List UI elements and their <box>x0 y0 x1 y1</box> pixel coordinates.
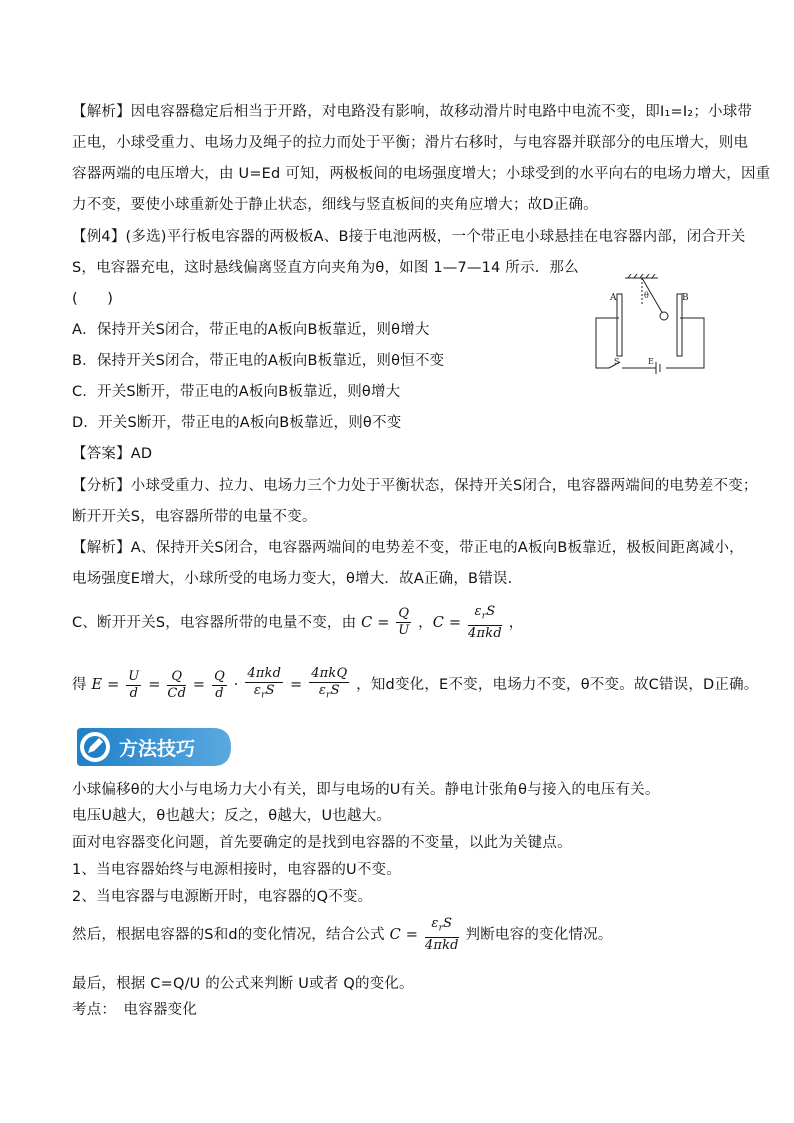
solution-line: 电场强度E增大，小球所受的电场力变大，θ增大．故A正确，B错误． <box>72 571 523 587</box>
pencil-badge-icon <box>80 732 110 762</box>
analysis-line: 【分析】小球受重力、拉力、电场力三个力处于平衡状态，保持开关S闭合，电容器两端间的电势差不变； <box>72 478 758 494</box>
question-stem: 【例4】(多选)平行板电容器的两极板A、B接于电池两极，一个带正电小球悬挂在电容器内部，闭合开关 <box>72 229 746 245</box>
topic-line: 考点： 电容器变化 <box>72 1002 198 1018</box>
method-line: 1、当电容器始终与电源相接时，电容器的U不变。 <box>72 862 401 878</box>
formula-line-e: 得 E = $\frac{U}{d}$ = $\frac{Q}{Cd}$ = $\frac{Q}{d}$ · $\frac{\text{4πkd}}{\varepsilon_rS}$ = $\frac{\text{4πkQ}}{\varepsilon_rS}$ ，知d变化，E不变，电场力不变，θ不变。故C错误，D正确。 <box>72 666 759 701</box>
method-line: 电压U越大，θ也越大；反之，θ越大，U也越大。 <box>72 808 392 824</box>
text-line: 【解析】因电容器稳定后相当于开路，对电路没有影响，故移动滑片时电路中电流不变，即I₁=I₂；小球带 <box>72 104 753 120</box>
capacitor-circuit-figure <box>592 274 710 376</box>
option-d: D．开关S断开，带正电的A板向B板靠近，则θ不变 <box>72 415 402 431</box>
plate-a-label: A <box>610 293 617 303</box>
method-tips-banner <box>73 726 231 768</box>
answer-blank: ( ) <box>72 291 114 307</box>
question-stem: S，电容器充电，这时悬线偏离竖直方向夹角为θ，如图 1—7—14 所示．那么 <box>72 260 579 276</box>
method-line: 2、当电容器与电源断开时，电容器的Q不变。 <box>72 889 373 905</box>
formula-text: ， <box>508 614 524 631</box>
option-b: B．保持开关S闭合，带正电的A板向B板靠近，则θ恒不变 <box>72 353 445 369</box>
charged-ball <box>660 312 668 320</box>
formula-text: 判断电容的变化情况。 <box>465 926 613 943</box>
plate-b-label: B <box>682 293 689 303</box>
formula-line-c: C、断开开关S，电容器所带的电量不变，由 C = $\frac{Q}{U}$ ，C = $\frac{\varepsilon_rS}{\text{4πkd}}$ ， <box>72 604 524 641</box>
banner-title: 方法技巧 <box>119 738 196 760</box>
method-line: 面对电容器变化问题，首先要确定的是找到电容器的不变量，以此为关键点。 <box>72 835 572 851</box>
method-line: 最后，根据 C=Q/U 的公式来判断 U或者 Q的变化。 <box>72 976 414 992</box>
text-line: 力不变，要使小球重新处于静止状态，细线与竖直板间的夹角应增大；故D正确。 <box>72 197 598 213</box>
switch-s-label: S <box>614 357 620 366</box>
text-line: 正电，小球受重力、电场力及绳子的拉力而处于平衡；滑片右移时，与电容器并联部分的电压增大，则电 <box>72 135 749 151</box>
battery-e-label: E <box>648 357 654 366</box>
answer-text: 【答案】AD <box>72 446 153 462</box>
formula-text: ，知d变化，E不变，电场力不变，θ不变。故C错误，D正确。 <box>356 677 759 693</box>
solution-line: 【解析】A、保持开关S闭合，电容器两端间的电势差不变，带正电的A板向B板靠近，极板间距离减小， <box>72 540 744 556</box>
method-line: 小球偏移θ的大小与电场力大小有关，即与电场的U有关。静电计张角θ与接入的电压有关。 <box>72 782 660 798</box>
analysis-line: 断开开关S，电容器所带的电量不变。 <box>72 509 317 525</box>
formula-text: 然后，根据电容器的S和d的变化情况，结合公式 <box>72 926 385 943</box>
formula-text: C、断开开关S，电容器所带的电量不变，由 <box>72 614 357 631</box>
text-line: 容器两端的电压增大，由 U=Ed 可知，两极板间的电场强度增大；小球受到的水平向右的电场力增大，因重 <box>72 166 771 182</box>
method-formula-line: 然后，根据电容器的S和d的变化情况，结合公式 C = $\frac{\varepsilon_rS}{\text{4πkd}}$ 判断电容的变化情况。 <box>72 916 613 953</box>
angle-theta-label: θ <box>644 291 649 300</box>
option-a: A．保持开关S闭合，带正电的A板向B板靠近，则θ增大 <box>72 322 430 338</box>
formula-text: 得 <box>72 677 87 693</box>
option-c: C．开关S断开，带正电的A板向B板靠近，则θ增大 <box>72 384 401 400</box>
